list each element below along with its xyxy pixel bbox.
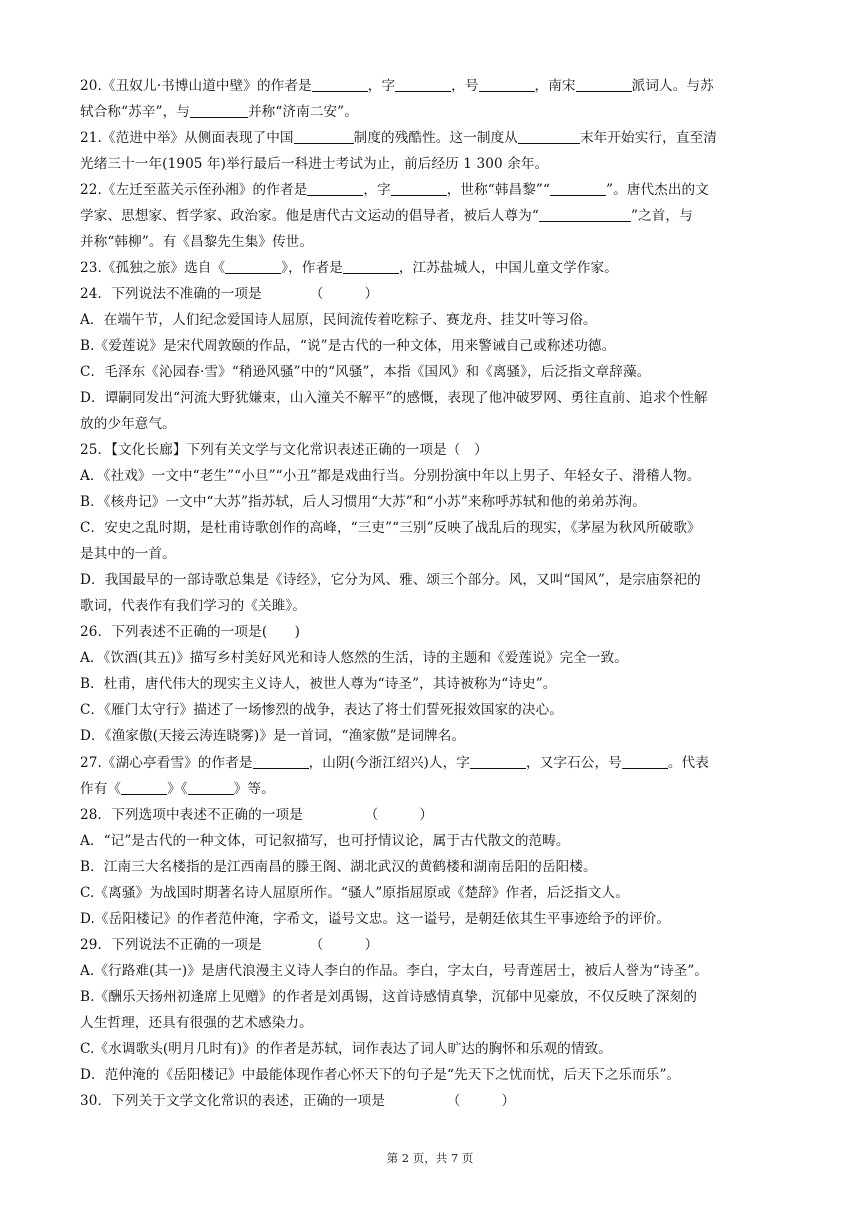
line-text: A．《饮酒(其五)》描写乡村美好风光和诗人悠然的生活，诗的主题和《爱莲说》完全一致。 [80,650,628,666]
line-text: 26．下列表述不正确的一项是( ) [80,624,301,640]
line-text: C．毛泽东《沁园春·雪》“稍逊风骚”中的“风骚”，本指《国风》和《离骚》，后泛指文章辞藻。 [80,364,651,380]
line-text: C.《离骚》为战国时期著名诗人屈原所作。“骚人”原指屈原或《楚辞》作者，后泛指文人。 [80,885,629,901]
answer-blank [188,780,234,795]
text-line [80,206,780,226]
text-line [80,76,780,96]
line-text: ，南宋 [534,78,576,94]
line-text: 作有《 [80,781,122,797]
text-line [80,1091,780,1111]
text-line [80,440,780,460]
answer-blank [343,259,399,274]
text-line [80,570,780,590]
text-line [80,987,780,1007]
text-line [80,622,780,642]
answer-blank [190,103,248,118]
line-text: 20.《丑奴儿·书博山道中壁》的作者是 [80,78,312,94]
answer-blank [307,181,363,196]
line-text: 27.《湖心亭看雪》的作者是 [80,755,253,771]
line-text: C.《水调歌头(明月几时有)》的作者是苏轼，词作表达了词人旷达的胸怀和乐观的情致。 [80,1041,612,1057]
line-text: ，号 [451,78,479,94]
answer-blank [225,259,281,274]
line-text: 是其中的一首。 [80,546,176,562]
text-line [80,1065,780,1085]
line-text: 末年开始实行，直至清 [579,130,717,146]
line-text: 24．下列说法不准确的一项是 （ ） [80,286,379,302]
line-text: 22.《左迁至蓝关示侄孙湘》的作者是 [80,182,308,198]
line-text: A．在端午节，人们纪念爱国诗人屈原，民间流传着吃粽子、赛龙舟、挂艾叶等习俗。 [80,312,597,328]
line-text: B．江南三大名楼指的是江西南昌的滕王阁、湖北武汉的黄鹤楼和湖南岳阳的岳阳楼。 [80,859,597,875]
answer-blank [312,77,368,92]
answer-blank [253,754,309,769]
text-line [80,128,780,148]
line-text: B．杜甫，唐代伟大的现实主义诗人，被世人尊为“诗圣”，其诗被称为“诗史”。 [80,676,557,692]
text-line [80,180,780,200]
line-text: 21.《范进中举》从侧面表现了中国 [80,130,294,146]
text-line [80,362,780,382]
line-text: ”之首，与 [630,208,693,224]
text-line [80,909,780,929]
text-line [80,779,780,799]
line-text: ，世称“韩昌黎”“ [446,182,551,198]
text-line [80,284,780,304]
line-text: A．“记”是古代的一种文体，可记叙描写，也可抒情议论，属于古代散文的范畴。 [80,833,570,849]
text-line [80,596,780,616]
line-text: 人生哲理，还具有很强的艺术感染力。 [80,1015,313,1031]
line-text: 派词人。与苏 [631,78,714,94]
answer-blank [121,780,167,795]
text-line [80,258,780,278]
line-text: 学家、思想家、哲学家、政治家。他是唐代古文运动的倡导者，被后人尊为“ [80,208,539,224]
line-text: 光绪三十一年(1905 年)举行最后一科进士考试为止，前后经历 1 300 余年。 [80,156,549,172]
line-text: 并称“韩柳”。有《昌黎先生集》传世。 [80,234,314,250]
text-line [80,805,780,825]
text-line [80,1013,780,1033]
answer-blank [518,129,580,144]
line-text: 制度的残酷性。这一制度从 [353,130,518,146]
text-line [80,700,780,720]
line-text: 歌词，代表作有我们学习的《关雎》。 [80,598,306,614]
text-line [80,753,780,773]
text-line [80,961,780,981]
text-line [80,414,780,434]
line-text: C．安史之乱时期，是杜甫诗歌创作的高峰，“三吏”“三别”反映了战乱后的现实，《茅屋为秋风所破歌》 [80,520,701,536]
text-line [80,648,780,668]
text-line [80,154,780,174]
answer-blank [395,77,451,92]
text-line [80,492,780,512]
text-line [80,466,780,486]
line-text: 23.《孤独之旅》选自《 [80,260,226,276]
line-text: B.《酬乐天扬州初逢席上见赠》的作者是刘禹锡，这首诗感情真挚，沉郁中见豪放，不仅反映了深刻的 [80,989,698,1005]
answer-blank [539,207,631,222]
answer-blank [550,181,606,196]
answer-blank [622,754,668,769]
line-text: D.《岳阳楼记》的作者范仲淹，字希文，谥号文忠。这一谥号，是朝廷依其生平事迹给予的评价。 [80,911,671,927]
text-line [80,388,780,408]
line-text: ，江苏盐城人，中国儿童文学作家。 [398,260,618,276]
text-line [80,1039,780,1059]
line-text: D．范仲淹的《岳阳楼记》中最能体现作者心怀天下的句子是“先天下之忧而忧，后天下之乐而乐”。 [80,1067,681,1083]
text-line [80,232,780,252]
text-line [80,883,780,903]
page-footer: 第 2 页，共 7 页 [386,1151,474,1165]
text-line [80,726,780,746]
line-text: B．《核舟记》一文中“大苏”指苏轼，后人习惯用“大苏”和“小苏”来称呼苏轼和他的弟弟苏洵。 [80,494,646,510]
line-text: 》，作者是 [281,260,343,276]
line-text: ，又字石公，号 [526,755,622,771]
text-line [80,857,780,877]
line-text: A．《社戏》一文中“老生”“小旦”“小丑”都是戏曲行当。分别扮演中年以上男子、年轻女子、滑稽人物。 [80,468,701,484]
text-line [80,674,780,694]
line-text: B.《爱莲说》是宋代周敦颐的作品，“说”是古代的一种文体，用来警诫自己或称述功德。 [80,338,616,354]
line-text: D．我国最早的一部诗歌总集是《诗经》，它分为风、雅、颂三个部分。风，又叫“国风”，是宗庙祭祀的 [80,572,701,588]
line-text: D．谭嗣同发出“河流大野犹嫌束，山入潼关不解平”的感慨，表现了他冲破罗网、勇往直前、追求个性解 [80,390,708,406]
line-text: 28．下列选项中表述不正确的一项是 （ ） [80,807,434,823]
text-line [80,831,780,851]
line-text: C．《雁门太守行》描述了一场惨烈的战争，表达了将士们誓死报效国家的决心。 [80,702,563,718]
text-line [80,336,780,356]
line-text: 29．下列说法不正确的一项是 （ ） [80,937,379,953]
line-text: 25．【文化长廊】下列有关文学与文化常识表述正确的一项是（ ） [80,442,488,458]
answer-blank [391,181,447,196]
text-line [80,102,780,122]
line-text: ，字 [367,78,396,94]
answer-blank [470,754,526,769]
line-text: A.《行路难(其一)》是唐代浪漫主义诗人李白的作品。李白，字太白，号青莲居士，被后人誉为“诗圣”。 [80,963,709,979]
line-text: ，字 [363,182,391,198]
line-text: 。代表 [667,755,709,771]
line-text: 放的少年意气。 [80,416,176,432]
line-text: 30．下列关于文学文化常识的表述，正确的一项是 （ ） [80,1093,516,1109]
line-text: 》等。 [233,781,275,797]
answer-blank [479,77,535,92]
text-line [80,518,780,538]
text-line [80,935,780,955]
line-text: 并称“济南二安”。 [247,104,358,120]
line-text: D．《渔家傲(天接云涛连晓雾)》是一首词，“渔家傲”是词牌名。 [80,728,466,744]
line-text: ，山阴(今浙江绍兴)人，字 [308,755,470,771]
text-line [80,544,780,564]
line-text: ”。唐代杰出的文 [606,182,709,198]
line-text: 轼合称“苏辛”，与 [80,104,190,120]
answer-blank [576,77,632,92]
text-line [80,310,780,330]
line-text: 》《 [167,781,188,797]
answer-blank [294,129,354,144]
